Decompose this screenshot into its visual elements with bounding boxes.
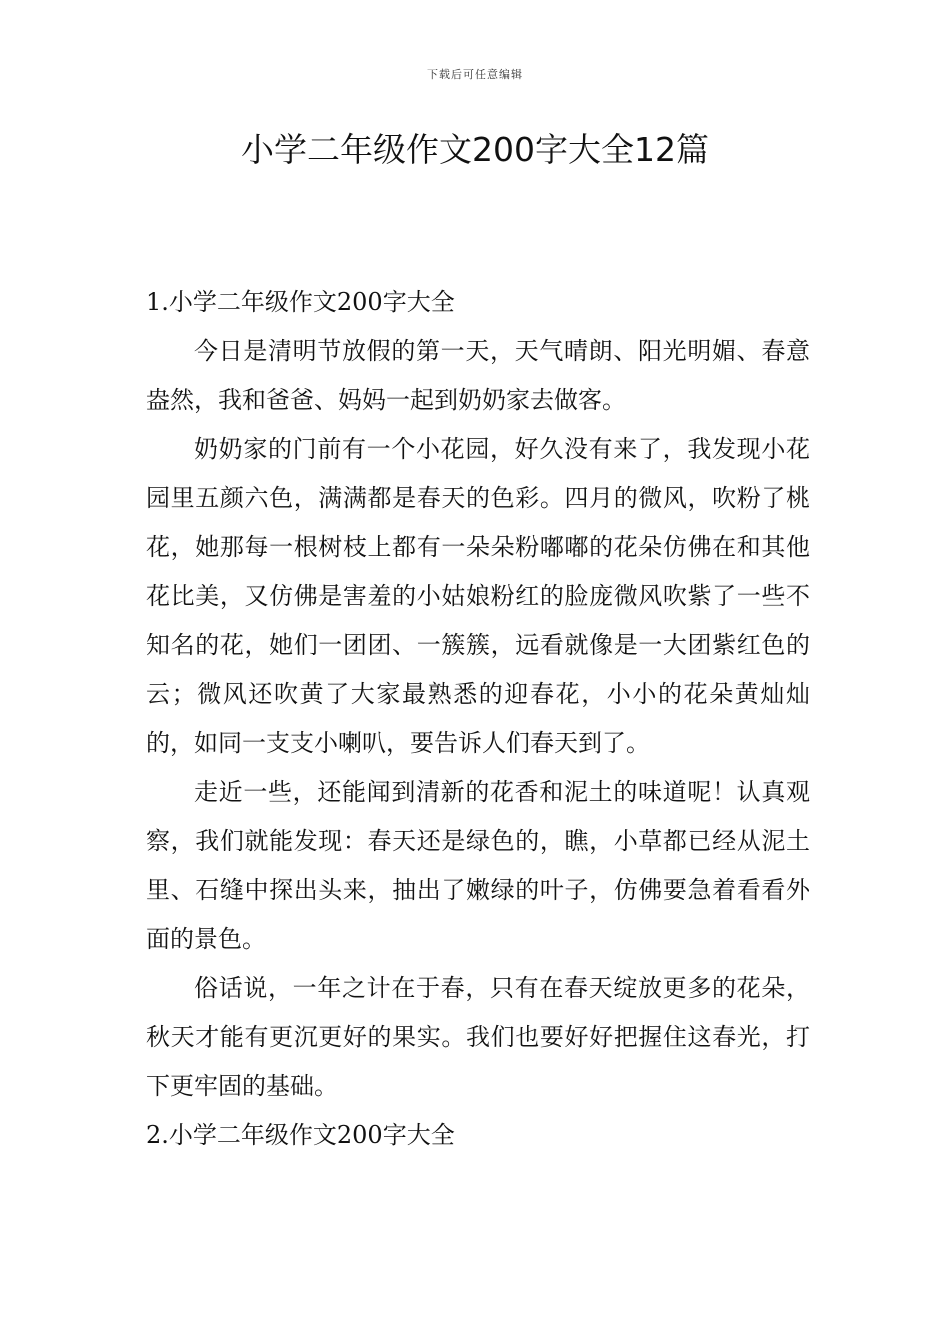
page-title: 小学二年级作文200字大全12篇 <box>241 130 709 169</box>
section-heading-2: 2.小学二年级作文200字大全 <box>146 1121 455 1149</box>
paragraph: 奶奶家的门前有一个小花园，好久没有来了，我发现小花园里五颜六色，满满都是春天的色彩。四月的微风，吹粉了桃花，她那每一根树枝上都有一朵朵粉嘟嘟的花朵仿佛在和其他花比美，又仿佛是害羞的小姑娘粉红的脸庞微风吹紫了一些不知名的花，她们一团团、一簇簇，远看就像是一大团紫红色的云；微风还吹黄了大家最熟悉的迎春花，小小的花朵黄灿灿的，如同一支支小喇叭，要告诉人们春天到了。 <box>146 435 810 757</box>
paragraph: 今日是清明节放假的第一天，天气晴朗、阳光明媚、春意盎然，我和爸爸、妈妈一起到奶奶家去做客。 <box>146 337 810 414</box>
paragraph: 走近一些，还能闻到清新的花香和泥土的味道呢！认真观察，我们就能发现：春天还是绿色的，瞧，小草都已经从泥土里、石缝中探出头来，抽出了嫩绿的叶子，仿佛要急着看看外面的景色。 <box>146 778 810 953</box>
document-body <box>146 278 810 1160</box>
section-heading-1: 1.小学二年级作文200字大全 <box>146 288 455 316</box>
header-note: 下载后可任意编辑 <box>427 68 523 81</box>
paragraph: 俗话说，一年之计在于春，只有在春天绽放更多的花朵，秋天才能有更沉更好的果实。我们也要好好把握住这春光，打下更牢固的基础。 <box>146 974 810 1100</box>
